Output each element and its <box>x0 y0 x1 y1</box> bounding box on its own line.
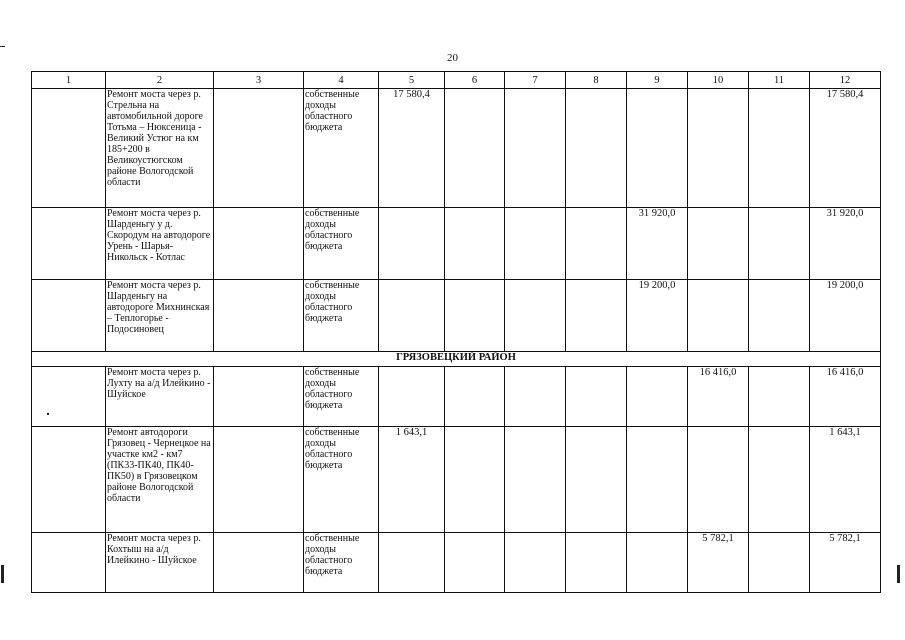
amount-col9-cell <box>627 533 688 593</box>
scan-edge-mark <box>0 46 5 47</box>
empty-cell <box>749 280 810 352</box>
empty-cell <box>445 208 505 280</box>
amount-col10-cell <box>688 427 749 533</box>
scan-dot <box>47 413 49 415</box>
table-row <box>32 280 881 352</box>
column-header: 1 <box>32 72 106 89</box>
empty-cell <box>505 367 566 427</box>
empty-cell <box>214 280 304 352</box>
amount-col5-cell: 17 580,4 <box>379 89 445 208</box>
amount-col10-cell <box>688 208 749 280</box>
column-header: 8 <box>566 72 627 89</box>
amount-total-cell: 19 200,0 <box>810 280 881 352</box>
amount-total-cell: 1 643,1 <box>810 427 881 533</box>
column-header: 12 <box>810 72 881 89</box>
amount-col9-cell <box>627 89 688 208</box>
scan-edge-mark <box>1 565 4 583</box>
project-name-cell: Ремонт моста через р. Кохтыш на а/д Илейкино - Шуйское <box>106 533 214 593</box>
amount-col10-cell <box>688 89 749 208</box>
funding-source-cell: собственные доходы областного бюджета <box>304 208 379 280</box>
empty-cell <box>214 427 304 533</box>
amount-col5-cell <box>379 280 445 352</box>
empty-cell <box>749 208 810 280</box>
empty-cell <box>214 208 304 280</box>
table-row <box>32 89 881 208</box>
table-row <box>32 208 881 280</box>
section-title: ГРЯЗОВЕЦКИЙ РАЙОН <box>32 352 881 367</box>
column-header: 7 <box>505 72 566 89</box>
amount-total-cell: 16 416,0 <box>810 367 881 427</box>
column-header: 3 <box>214 72 304 89</box>
funding-source-cell: собственные доходы областного бюджета <box>304 89 379 208</box>
column-header: 6 <box>445 72 505 89</box>
empty-cell <box>505 89 566 208</box>
amount-col5-cell <box>379 208 445 280</box>
budget-table <box>31 71 881 593</box>
empty-cell <box>566 208 627 280</box>
empty-cell <box>749 367 810 427</box>
table-row <box>32 533 881 593</box>
column-header: 10 <box>688 72 749 89</box>
amount-col5-cell <box>379 533 445 593</box>
empty-cell <box>566 367 627 427</box>
amount-col9-cell: 19 200,0 <box>627 280 688 352</box>
empty-cell <box>749 89 810 208</box>
empty-cell <box>566 89 627 208</box>
amount-col9-cell <box>627 427 688 533</box>
empty-cell <box>505 280 566 352</box>
row-number-cell <box>32 280 106 352</box>
empty-cell <box>214 533 304 593</box>
empty-cell <box>505 427 566 533</box>
empty-cell <box>445 280 505 352</box>
empty-cell <box>749 533 810 593</box>
column-header: 9 <box>627 72 688 89</box>
amount-col9-cell: 31 920,0 <box>627 208 688 280</box>
table-row <box>32 427 881 533</box>
project-name-cell: Ремонт моста через р. Стрельна на автомобильной дороге Тотьма – Нюксеница - Великий Устюг на км 185+200 в Великоустюгском районе Вологодской области <box>106 89 214 208</box>
row-number-cell <box>32 89 106 208</box>
empty-cell <box>749 427 810 533</box>
column-number-row <box>32 72 881 89</box>
column-header: 5 <box>379 72 445 89</box>
empty-cell <box>566 533 627 593</box>
row-number-cell <box>32 208 106 280</box>
empty-cell <box>445 367 505 427</box>
empty-cell <box>445 427 505 533</box>
empty-cell <box>214 89 304 208</box>
amount-col10-cell: 16 416,0 <box>688 367 749 427</box>
column-header: 4 <box>304 72 379 89</box>
empty-cell <box>505 208 566 280</box>
row-number-cell <box>32 427 106 533</box>
project-name-cell: Ремонт моста через р. Шарденьгу на автодороге Михнинская – Теплогорье - Подосиновец <box>106 280 214 352</box>
amount-total-cell: 31 920,0 <box>810 208 881 280</box>
funding-source-cell: собственные доходы областного бюджета <box>304 280 379 352</box>
amount-col5-cell: 1 643,1 <box>379 427 445 533</box>
amount-col10-cell: 5 782,1 <box>688 533 749 593</box>
funding-source-cell: собственные доходы областного бюджета <box>304 427 379 533</box>
empty-cell <box>445 89 505 208</box>
empty-cell <box>505 533 566 593</box>
column-header: 11 <box>749 72 810 89</box>
amount-total-cell: 5 782,1 <box>810 533 881 593</box>
funding-source-cell: собственные доходы областного бюджета <box>304 533 379 593</box>
row-number-cell <box>32 533 106 593</box>
project-name-cell: Ремонт моста через р. Шарденьгу у д. Скородум на автодороге Урень - Шарья-Никольск - Котлас <box>106 208 214 280</box>
amount-col9-cell <box>627 367 688 427</box>
row-number-cell <box>32 367 106 427</box>
amount-col5-cell <box>379 367 445 427</box>
empty-cell <box>566 280 627 352</box>
funding-source-cell: собственные доходы областного бюджета <box>304 367 379 427</box>
project-name-cell: Ремонт моста через р. Лухту на а/д Илейкино - Шуйское <box>106 367 214 427</box>
table-row <box>32 367 881 427</box>
page-number: 20 <box>447 52 458 64</box>
column-header: 2 <box>106 72 214 89</box>
scan-edge-mark <box>897 565 900 583</box>
amount-col10-cell <box>688 280 749 352</box>
empty-cell <box>214 367 304 427</box>
project-name-cell: Ремонт автодороги Грязовец - Чернецкое на участке км2 - км7 (ПК33-ПК40, ПК40-ПК50) в Грязовецком районе Вологодской области <box>106 427 214 533</box>
section-row <box>32 352 881 367</box>
amount-total-cell: 17 580,4 <box>810 89 881 208</box>
empty-cell <box>566 427 627 533</box>
empty-cell <box>445 533 505 593</box>
